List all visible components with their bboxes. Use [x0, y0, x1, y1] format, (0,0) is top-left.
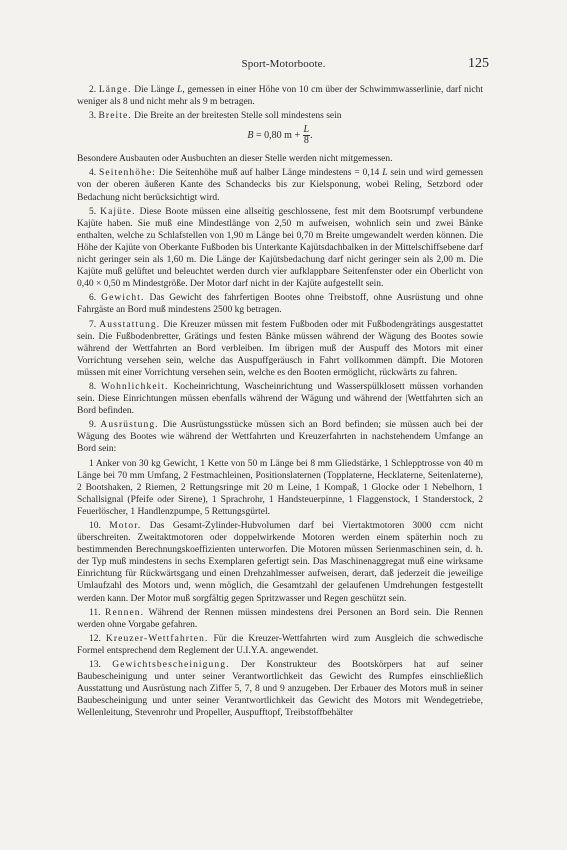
paragraph-7: 7. Ausstattung. Die Kreuzer müssen mit festem Fußboden oder mit Fußbodengrätings ausgestattet sein. Die Fußbodenbretter, Grätings und festen Bänke müssen während der Wägung des Bootes sowie während der Wettfahrten an Bord verbleiben. Im übrigen muß der Auspuff des Motors mit einer Vorrichtung versehen sein, welche das Auspuffgeräusch in Fahrt vollkommen dämpft. Die Motoren müssen mit einer Vorrichtung versehen sein, welche es den Booten ermöglicht, rückwärts zu fahren. [77, 319, 484, 378]
running-title: Sport-Motorboote. [241, 58, 326, 70]
paragraph-3-continued: Besondere Ausbauten oder Ausbuchten an dieser Stelle werden nicht mitgemessen. [77, 154, 393, 165]
paragraph-13: 13. Gewichtsbescheinigung. Der Konstrukteur des Bootskörpers hat auf seiner Baubescheinigung und unter seiner Verantwortlichkeit das Gewicht des Rumpfes einschließlich Ausstattung und Ausrüstung nach Ziffer 5, 7, 8 und 9 anzugeben. Der Erbauer des Motors muß in seiner Baubescheinigung und unter seiner Verantwortlichkeit das Gewicht des Motors mit Wendegetriebe, Wellenleitung, Stevenrohr und Propeller, Auspufftopf, Treibstoffbehälter [77, 660, 484, 719]
heading-laenge: Länge. [98, 85, 132, 95]
heading-seitenhoehe: Seitenhöhe: [99, 168, 156, 179]
page-header [0, 57, 567, 73]
paragraph-8: 8. Wohnlichkeit. Kocheinrichtung, Wascheinrichtung und Wasserspülklosett müssen vorhanden sein. Diese Einrichtungen müssen ebenfalls während der Wägung und während der |Wettfahrten sich an Bord befinden. [77, 381, 484, 417]
width-formula: B = 0,80 m + $\frac{L}{8}$ . [247, 124, 313, 147]
heading-ausruestung: Ausrüstung. [100, 420, 159, 431]
heading-rennen: Rennen. [105, 607, 145, 618]
paragraph-9: 9. Ausrüstung. Die Ausrüstungsstücke müssen sich an Bord befinden; sie müssen auch bei der Wägung des Bootes wie während der Wettfahrten und Kreuzerfahrten in nachstehendem Umfange an Bord sein: [77, 420, 483, 455]
formula-fraction: $\frac{L}{8}$ [303, 124, 310, 147]
paragraph-4: 4. Seitenhöhe: Die Seitenhöhe muß auf halber Länge mindestens = 0,14 L sein und wird gemessen von der oberen äußeren Kante des Schandecks bis zur Kielsponung, wobei Reling, Setzbord oder Bedachung nicht berücksichtigt wird. [77, 168, 484, 203]
paragraph-2: 2. Länge. Die Länge L, gemessen in einer Höhe von 10 cm über der Schwimmwasserlinie, darf nicht weniger als 8 und nicht mehr als 9 m betragen. [77, 85, 484, 108]
heading-motor: Motor. [109, 521, 142, 531]
paragraph-10: 10. Motor. Das Gesamt-Zylinder-Hubvolumen darf bei Viertaktmotoren 3000 ccm nicht überschreiten. Zweitaktmotoren oder doppelwirkende Motoren werden einem späterhin noch zu bestimmenden Berechnungskoeffizienten unterworfen. Die Motoren müssen Serienmaschinen sein, d. h. der Typ muß mindestens in sechs Exemplaren gefertigt sein. Das Maschinenaggregat muß eine wirksame Einrichtung für Rückwärtsgang und einen Drehzahlmesser aufweisen, derart, daß jederzeit die jeweilige Umlaufzahl des Motors und, wenn möglich, die Gesamtzahl der gelaufenen Umdrehungen festgestellt werden kann. Der Motor muß sorgfältig gegen Spritzwasser und Regen geschützt sein. [77, 521, 484, 604]
heading-wohnlichkeit: Wohnlichkeit. [100, 381, 169, 392]
heading-breite: Breite. [98, 111, 132, 122]
paragraph-6: 6. Gewicht. Das Gewicht des fahrfertigen Bootes ohne Treibstoff, ohne Ausrüstung und ohne Fahrgäste an Bord muß mindestens 2500 kg betragen. [77, 293, 484, 316]
page-number: 125 [468, 56, 489, 71]
body-text [77, 84, 483, 722]
paragraph-11: 11. Rennen. Während der Rennen müssen mindestens drei Personen an Bord sein. Die Rennen werden ohne Vorgabe gefahren. [77, 607, 484, 630]
equipment-list: 1 Anker von 30 kg Gewicht, 1 Kette von 50 m Länge bei 8 mm Gliedstärke, 1 Schlepptrosse von 40 m Länge bei 70 mm Umfang, 2 Festmachleinen, Positionslaternen (Topplaterne, Hecklaterne, Seitenlaterne), 2 Bootshaken, 2 Riemen, 2 Rettungsringe mit 20 m Leine, 1 Kompaß, 1 Glocke oder 1 Nebelhorn, 1 Schallsignal (Pfeife oder Sirene), 1 Sprachrohr, 1 Handsteuerpinne, 1 Flaggenstock, 1 Standerstock, 2 Feuerlöscher, 1 Handlenzpumpe, 5 Rettungsgürtel. [77, 458, 483, 517]
heading-kreuzer-wettfahrten: Kreuzer-Wettfahrten. [105, 633, 209, 644]
paragraph-5: 5. Kajüte. Diese Boote müssen eine allseitig geschlossene, fest mit dem Bootsrumpf verbundene Kajüte haben. Sie muß eine Mindestlänge von 2,50 m aufweisen, wohnlich sein und zwei Bänke enthalten, welche zu Schlafstellen von 1,90 m Länge bei 0,70 m Breite umgewandelt werden können. Die Höhe der Kajüte von Oberkante Fußboden bis Unterkante Kajütsdachbalken in der Mittelschiffsebene darf nicht geringer sein als 1,60 m. Die Länge der Kajütsbedachung darf nicht geringer sein als 2,00 m. Die Kajüte muß gelüftet und beleuchtet werden durch vier aufklappbare Seitenfenster oder ein Oberlicht von 0,40 × 0,50 m Mindestgröße. Der Motor darf nicht in der Kajüte aufgestellt sein. [77, 206, 484, 290]
heading-kajuete: Kajüte. [100, 206, 136, 217]
heading-ausstattung: Ausstattung. [99, 319, 161, 330]
heading-gewichtsbescheinigung: Gewichtsbescheinigung. [112, 660, 230, 671]
paragraph-3: 3. Breite. Die Breite an der breitesten Stelle soll mindestens sein [89, 111, 342, 122]
heading-gewicht: Gewicht. [101, 293, 145, 304]
paragraph-12: 12. Kreuzer-Wettfahrten. Für die Kreuzer-Wettfahrten wird zum Ausgleich die schwedische Formel entsprechend dem Reglement der U.I.Y.A. angewendet. [77, 633, 484, 656]
